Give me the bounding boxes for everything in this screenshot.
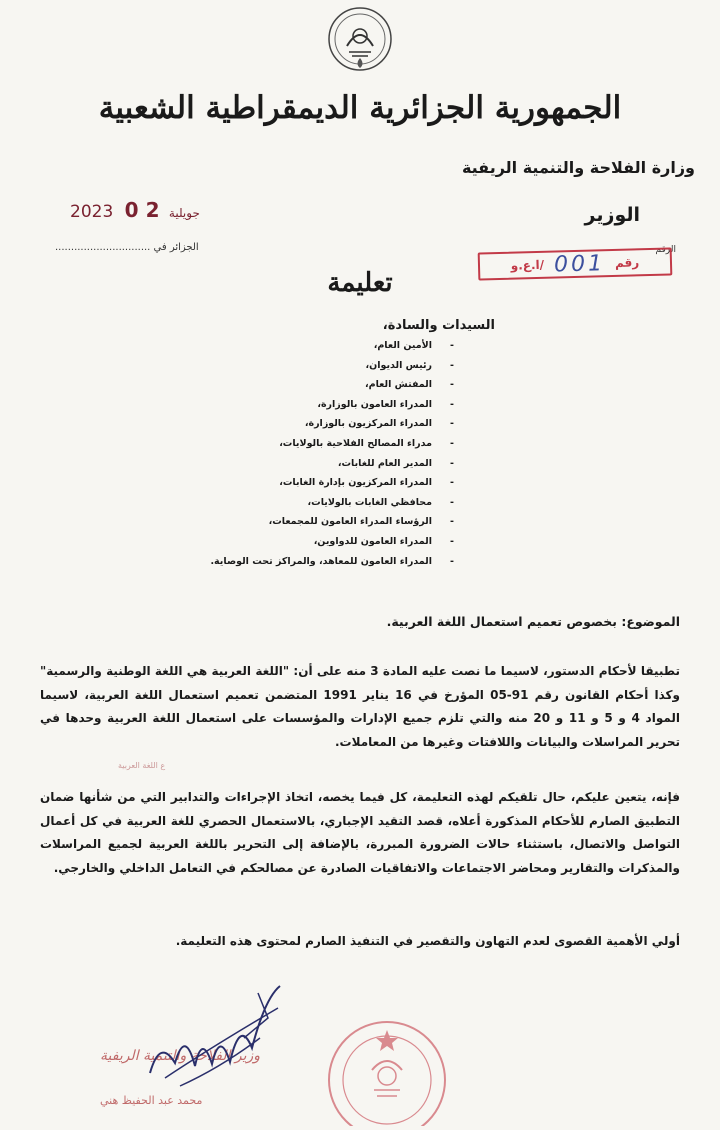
recipient-item: - المدراء المركزيون بالوزارة، [210, 418, 432, 438]
recipient-item: - المدير العام للغابات، [210, 458, 432, 478]
date-year: 2023 [70, 202, 114, 222]
recipient-item: - الرؤساء المدراء العامون للمجمعات، [210, 516, 432, 536]
body-paragraph-3: أولي الأهمية القصوى لعدم التهاون والتقصير في التنفيذ الصارم لمحتوى هذه التعليمة. [175, 934, 680, 948]
recipient-item: - مدراء المصالح الفلاحية بالولايات، [210, 438, 432, 458]
republic-heading: الجمهورية الجزائرية الديمقراطية الشعبية [98, 90, 622, 126]
signature-icon [140, 978, 290, 1098]
recipient-item: - رئيس الديوان، [210, 360, 432, 380]
subject-line: الموضوع: بخصوص تعميم استعمال اللغة العربية. [386, 614, 680, 629]
reference-label: الرقم [655, 245, 676, 255]
reference-number: 001 [553, 250, 606, 278]
place-date-line: الجزائر في .............................. [55, 242, 199, 253]
recipient-item: - المدراء المركزيون بإدارة الغابات، [210, 477, 432, 497]
signatory-title: وزير الفلاحة والتنمية الريفية [100, 1048, 261, 1064]
recipient-item: - الأمين العام، [210, 340, 432, 360]
emblem-seal-icon [327, 6, 393, 72]
reference-prefix: رقم [614, 255, 640, 270]
recipient-item: - المدراء العامون للدواوين، [210, 536, 432, 556]
minister-label: الوزير [584, 204, 640, 226]
recipient-list [210, 340, 432, 575]
date-stamp [70, 198, 204, 222]
official-seal-icon [320, 1018, 454, 1126]
recipient-item: - المدراء العامون بالوزارة، [210, 399, 432, 419]
signatory-name: محمد عبد الحفيظ هني [100, 1094, 203, 1107]
recipient-item: - محافظي الغابات بالولايات، [210, 497, 432, 517]
recipient-item: - المدراء العامون للمعاهد، والمراكز تحت الوصاية. [210, 556, 432, 576]
recipient-item: - المفتش العام، [210, 379, 432, 399]
reference-suffix: /ا.ع.و [510, 257, 545, 273]
date-month: جويلية [168, 206, 200, 220]
document-title: تعليمة [327, 268, 393, 298]
date-day: 2 0 [124, 198, 160, 222]
body-paragraph-1: تطبيقا لأحكام الدستور، لاسيما ما نصت عليه المادة 3 منه على أن: "اللغة العربية هي اللغة الوطنية والرسمية" وكذا أحكام القانون رقم 91-05 المؤرخ في 16 يناير 1991 المتضمن تعميم استعمال اللغة العربية، لاسيما المواد 4 و 5 و 11 و 20 منه والتي تلزم جميع الإدارات والمؤسسات على استعمال اللغة العربية وحدها في تحرير المراسلات والبيانات واللافتات وغيرها من المعاملات. [40, 664, 681, 749]
language-mini-stamp: ع اللغة العربية [118, 761, 166, 770]
ministry-name: وزارة الفلاحة والتنمية الريفية [461, 158, 695, 177]
body-paragraph-2: فإنه، يتعين عليكم، حال تلقيكم لهذه التعليمة، كل فيما يخصه، اتخاذ الإجراءات والتدابير التي من شأنها ضمان التطبيق الصارم للأحكام المذكورة أعلاه، قصد التقيد الإجباري، بالاستعمال الحصري للغة العربية في كل أعمال التواصل والاتصال، باستثناء حالات الضرورة المبررة، بالإضافة إلى التحرير باللغة العربية لجميع المراسلات والمذكرات والتقارير ومحاضر الاجتماعات والاتفاقيات الصادرة عن مصالحكم في التعامل الداخلي والخارجي. [40, 790, 680, 875]
addressee-heading: السيدات والسادة، [382, 318, 495, 333]
